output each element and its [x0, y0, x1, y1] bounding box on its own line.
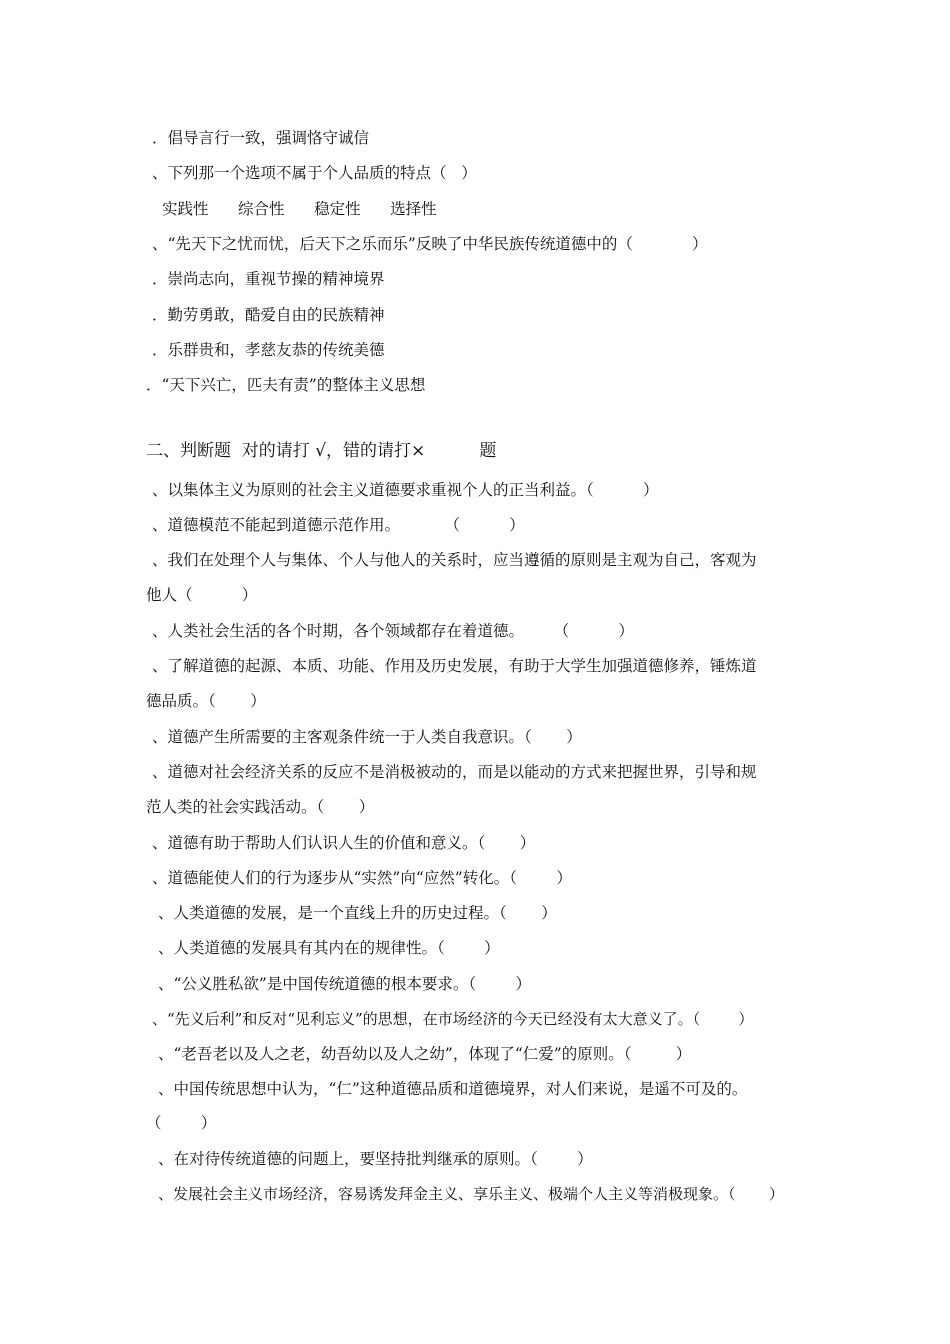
statement-line: 、人类道德的发展，是一个直线上升的历史过程。（ ）	[158, 904, 557, 922]
statement-line: 、人类社会生活的各个时期，各个领域都存在着道德。 （ ）	[152, 622, 634, 640]
statement-line: 、“公义胜私欲”是中国传统道德的根本要求。（ ）	[158, 975, 532, 993]
question-text: 、下列那一个选项不属于个人品质的特点（ ）	[152, 164, 477, 182]
statement-line: 、道德产生所需要的主客观条件统一于人类自我意识。（ ）	[152, 728, 582, 746]
statement-line: 他人（ ）	[146, 586, 258, 604]
statement-line: 、道德对社会经济关系的反应不是消极被动的，而是以能动的方式来把握世界，引导和规	[152, 763, 757, 781]
statement-line: 、“先义后利”和反对“见利忘义”的思想，在市场经济的今天已经没有太大意义了。（ ）	[152, 1010, 754, 1028]
statement-line: 、以集体主义为原则的社会主义道德要求重视个人的正当利益。（ ）	[152, 481, 659, 499]
statement-line: 、“老吾老以及人之老，幼吾幼以及人之幼”，体现了“仁爱”的原则。（ ）	[158, 1045, 692, 1063]
choice-option: ．乐群贵和，孝慈友恭的传统美德	[152, 341, 385, 359]
choice-options-row: 实践性 综合性 稳定性 选择性	[162, 200, 437, 218]
section-heading: 二、判断题 对的请打 √，错的请打× 题	[146, 441, 497, 461]
statement-line: 、我们在处理个人与集体、个人与他人的关系时，应当遵循的原则是主观为自己，客观为	[152, 551, 757, 569]
choice-option: ．“天下兴亡，匹夫有责”的整体主义思想	[146, 376, 426, 394]
statement-line: 、发展社会主义市场经济，容易诱发拜金主义、享乐主义、极端个人主义等消极现象。（ ）	[158, 1185, 784, 1203]
statement-line: 德品质。（ ）	[146, 692, 266, 710]
statement-line: 、在对待传统道德的问题上，要坚持批判继承的原则。（ ）	[158, 1150, 593, 1168]
statement-line: 、道德能使人们的行为逐步从“实然”向“应然”转化。（ ）	[152, 869, 572, 887]
statement-line: 、人类道德的发展具有其内在的规律性。（ ）	[158, 939, 500, 957]
question-text: 、“先天下之忧而忧，后天下之乐而乐”反映了中华民族传统道德中的（ ）	[152, 235, 708, 253]
choice-option: ．倡导言行一致，强调恪守诚信	[152, 129, 370, 147]
statement-line: （ ）	[146, 1114, 217, 1132]
statement-line: 、道德模范不能起到道德示范作用。 （ ）	[152, 516, 525, 534]
statement-line: 范人类的社会实践活动。（ ）	[146, 798, 375, 816]
statement-line: 、道德有助于帮助人们认识人生的价值和意义。（ ）	[152, 834, 536, 852]
choice-option: ．勤劳勇敢，酷爱自由的民族精神	[152, 306, 385, 324]
choice-option: ．崇尚志向，重视节操的精神境界	[152, 270, 385, 288]
statement-line: 、中国传统思想中认为，“仁”这种道德品质和道德境界，对人们来说，是遥不可及的。	[158, 1080, 748, 1098]
statement-line: 、了解道德的起源、本质、功能、作用及历史发展，有助于大学生加强道德修养，锤炼道	[152, 657, 757, 675]
